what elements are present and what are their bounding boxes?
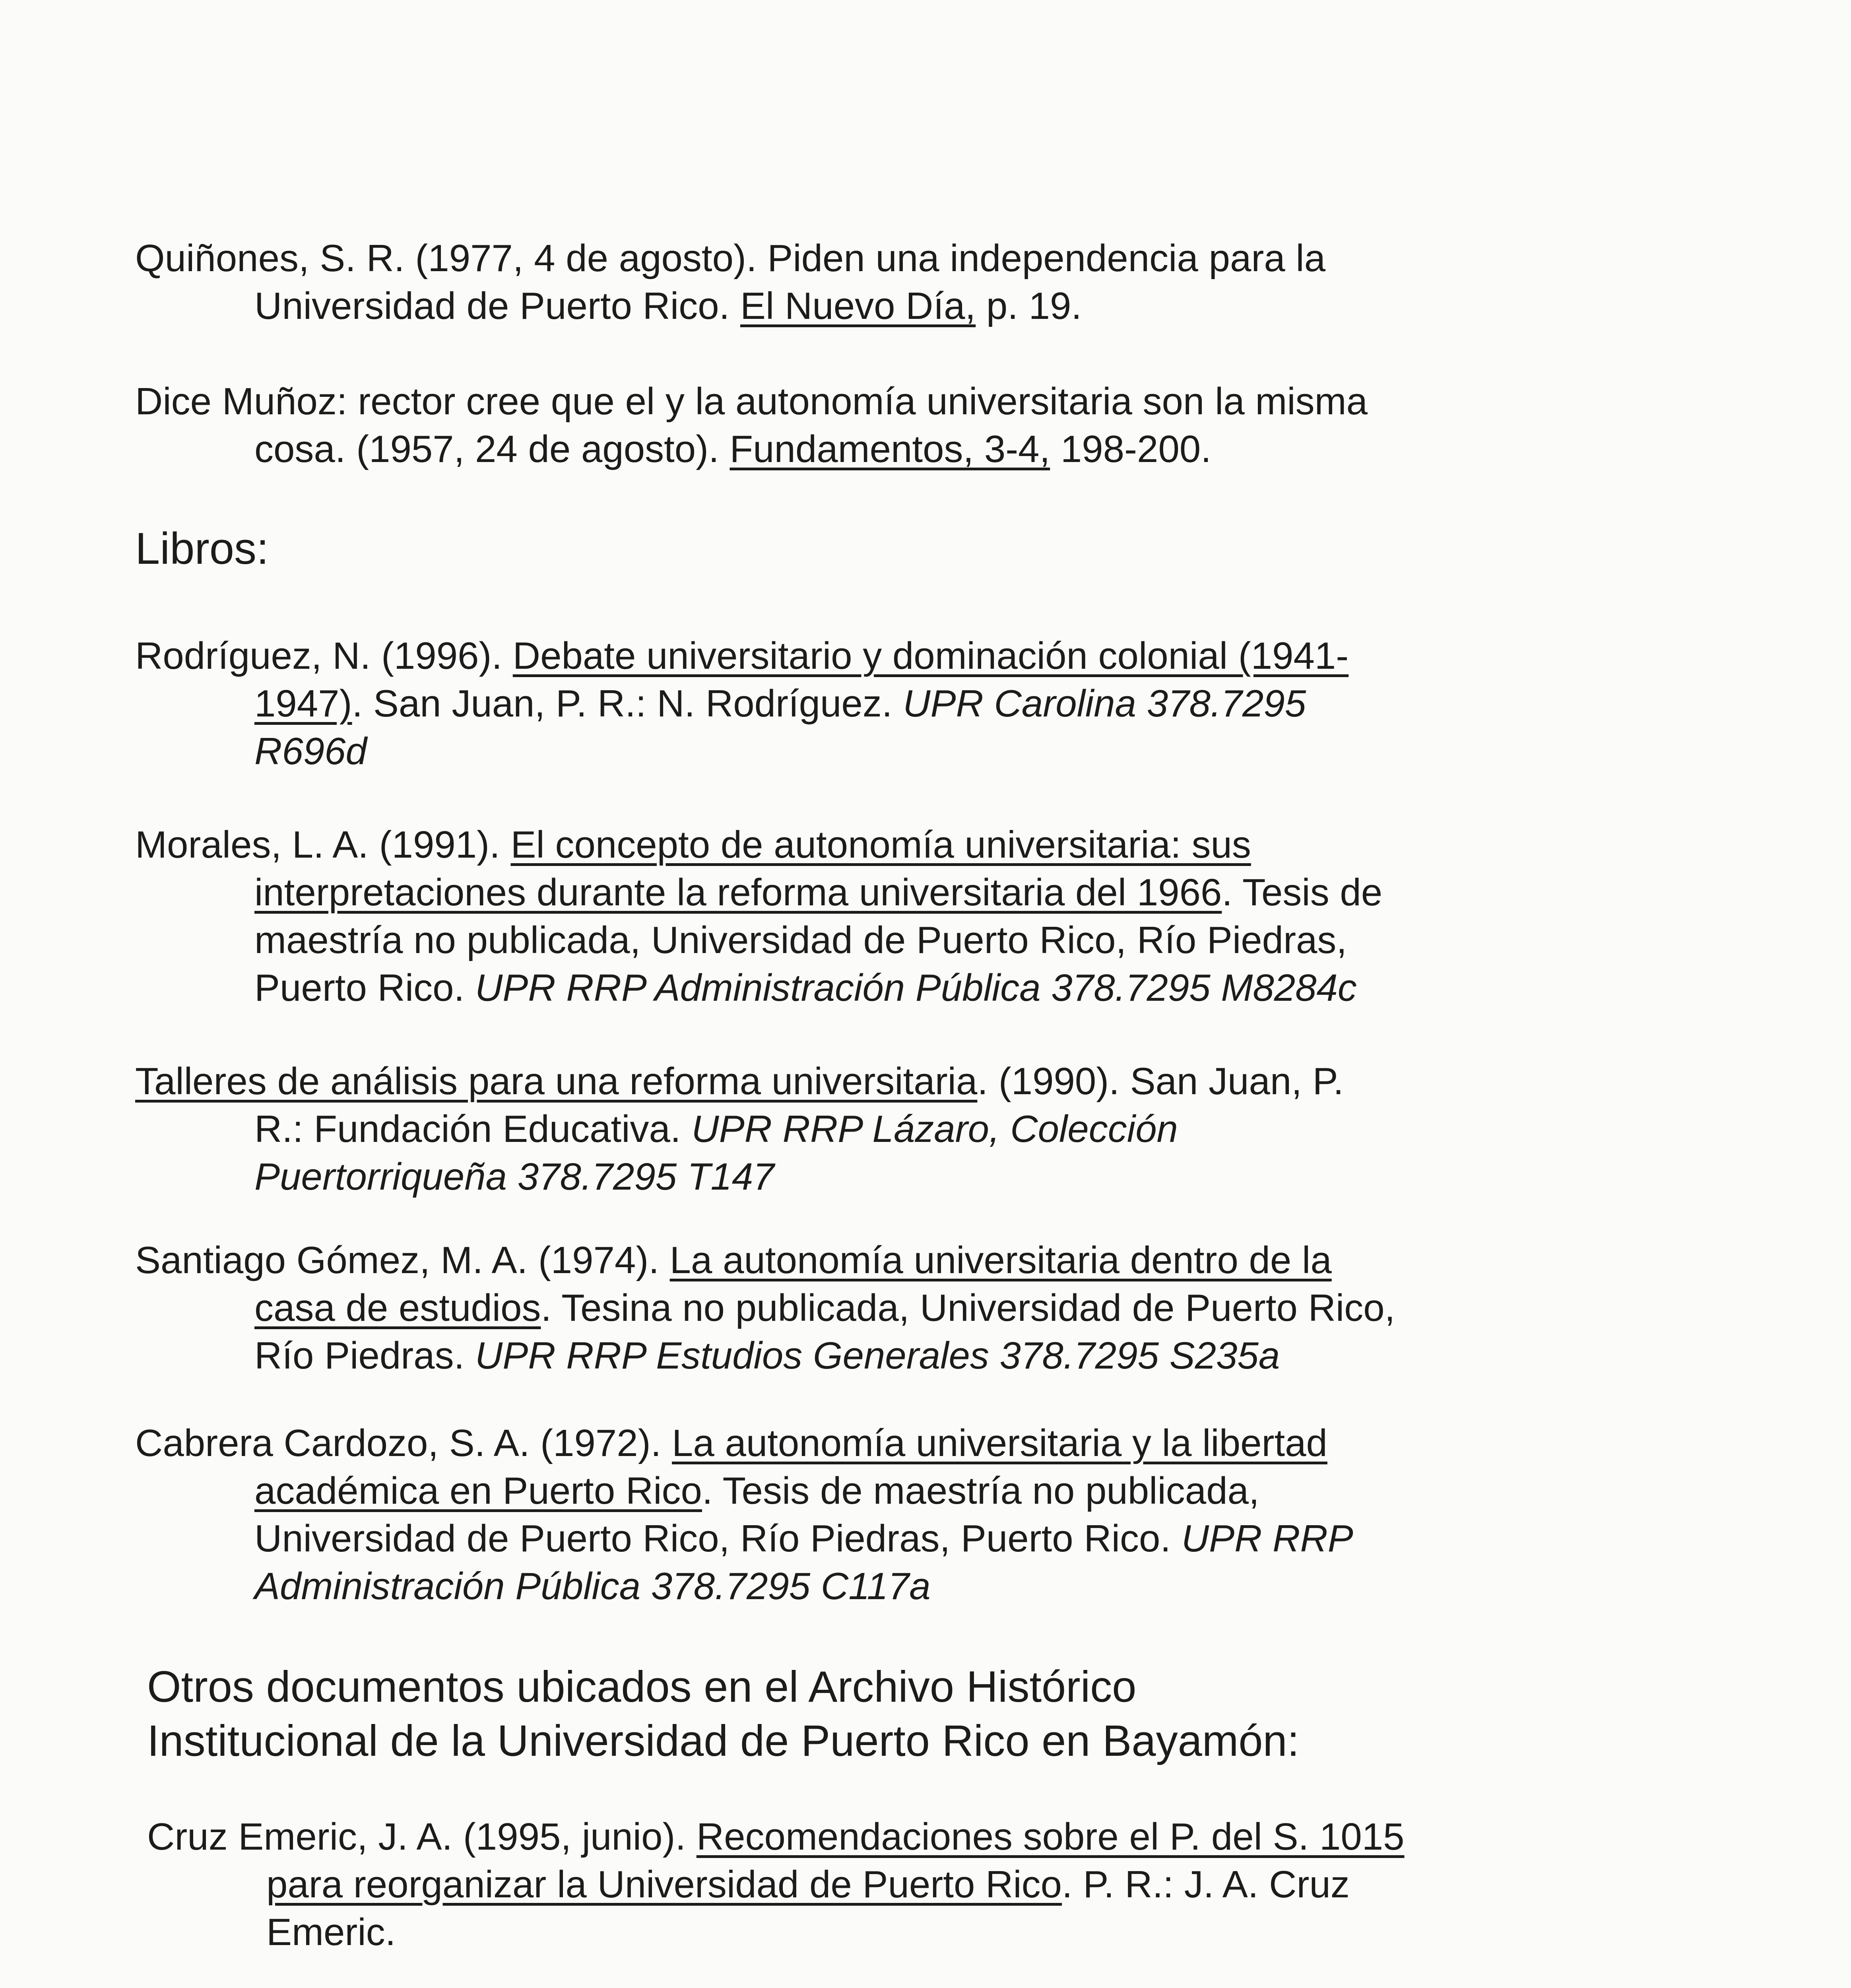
reference-line: casa de estudios. Tesina no publicada, Universidad de Puerto Rico,: [254, 1287, 1395, 1329]
reference-dice-munoz: [135, 378, 1368, 473]
call-number: UPR RRP Estudios Generales 378.7295 S235a: [475, 1334, 1280, 1377]
reference-line: 1947). San Juan, P. R.: N. Rodríguez. UPR Carolina 378.7295: [254, 682, 1306, 725]
thesis-title: académica en Puerto Rico: [254, 1470, 702, 1512]
section-heading-libros: Libros:: [135, 524, 269, 573]
call-number: Administración Pública 378.7295 C117a: [254, 1565, 931, 1607]
document-title: para reorganizar la Universidad de Puerto Rico: [266, 1863, 1062, 1906]
reference-line: Universidad de Puerto Rico. El Nuevo Día, p. 19.: [254, 285, 1082, 327]
call-number: UPR RRP Lázaro, Colección: [691, 1108, 1178, 1150]
thesis-title: El concepto de autonomía universitaria: sus: [510, 823, 1251, 866]
reference-morales: [135, 821, 1382, 1012]
book-title: Debate universitario y dominación colonial (1941-: [512, 635, 1349, 677]
thesis-title: La autonomía universitaria y la libertad: [672, 1422, 1327, 1464]
reference-line: Quiñones, S. R. (1977, 4 de agosto). Piden una independencia para la: [135, 237, 1326, 280]
reference-line: para reorganizar la Universidad de Puerto Rico. P. R.: J. A. Cruz: [266, 1863, 1350, 1906]
reference-line: interpretaciones durante la reforma universitaria del 1966. Tesis de: [254, 871, 1383, 914]
call-number: UPR Carolina 378.7295: [903, 682, 1306, 725]
thesis-title: casa de estudios: [254, 1287, 541, 1329]
reference-line: Emeric.: [266, 1911, 396, 1953]
reference-line: Universidad de Puerto Rico, Río Piedras, Puerto Rico. UPR RRP: [254, 1517, 1353, 1560]
reference-line: maestría no publicada, Universidad de Puerto Rico, Río Piedras,: [254, 919, 1347, 961]
reference-cruz-emeric: [147, 1813, 1405, 1956]
reference-line: R.: Fundación Educativa. UPR RRP Lázaro, Colección: [254, 1108, 1178, 1150]
reference-line: académica en Puerto Rico. Tesis de maestría no publicada,: [254, 1470, 1259, 1512]
source-title: Fundamentos, 3-4,: [730, 428, 1050, 470]
document-title: Recomendaciones sobre el P. del S. 1015: [696, 1815, 1405, 1858]
thesis-title: interpretaciones durante la reforma universitaria del 1966: [254, 871, 1222, 914]
reference-line: Santiago Gómez, M. A. (1974). La autonomía universitaria dentro de la: [135, 1239, 1332, 1281]
book-title: Talleres de análisis para una reforma universitaria: [135, 1060, 978, 1103]
call-number: Puertorriqueña 378.7295 T147: [254, 1155, 774, 1198]
reference-line: Cruz Emeric, J. A. (1995, junio). Recomendaciones sobre el P. del S. 1015: [147, 1815, 1405, 1858]
reference-line: Talleres de análisis para una reforma universitaria. (1990). San Juan, P.: [135, 1060, 1344, 1103]
call-number: R696d: [254, 730, 367, 773]
thesis-title: La autonomía universitaria dentro de la: [669, 1239, 1332, 1281]
reference-line: Puerto Rico. UPR RRP Administración Pública 378.7295 M8284c: [254, 967, 1357, 1009]
book-title: 1947): [254, 682, 352, 725]
source-title: El Nuevo Día,: [740, 285, 976, 327]
call-number: UPR RRP Administración Pública 378.7295 M8284c: [475, 967, 1357, 1009]
reference-line: cosa. (1957, 24 de agosto). Fundamentos, 3-4, 198-200.: [254, 428, 1211, 470]
call-number: UPR RRP: [1181, 1517, 1353, 1560]
reference-line: Dice Muñoz: rector cree que el y la autonomía universitaria son la misma: [135, 380, 1368, 423]
reference-line: Río Piedras. UPR RRP Estudios Generales 378.7295 S235a: [254, 1334, 1280, 1377]
reference-santiago-gomez: [135, 1237, 1395, 1380]
section-heading-otros-documentos: Otros documentos ubicados en el Archivo Histórico Institucional de la Universidad de Puerto Rico en Bayamón:: [147, 1662, 1300, 1765]
reference-line: Rodríguez, N. (1996). Debate universitario y dominación colonial (1941-: [135, 635, 1349, 677]
reference-cabrera-cardozo: [135, 1419, 1353, 1610]
reference-talleres: [135, 1058, 1344, 1201]
reference-quinones: [135, 235, 1325, 330]
reference-line: Morales, L. A. (1991). El concepto de autonomía universitaria: sus: [135, 823, 1251, 866]
reference-line: Cabrera Cardozo, S. A. (1972). La autonomía universitaria y la libertad: [135, 1422, 1327, 1464]
reference-rodriguez: [135, 632, 1348, 775]
